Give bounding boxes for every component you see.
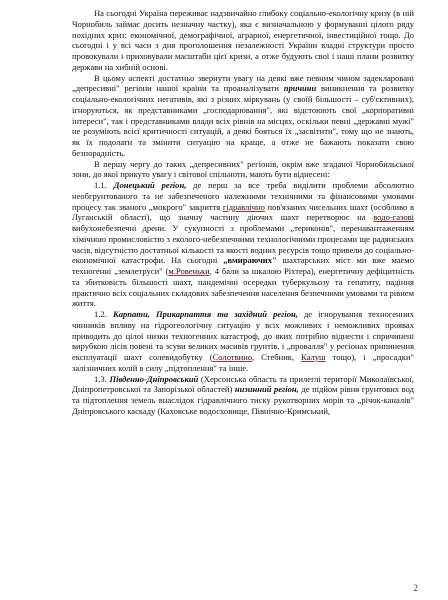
region-heading: Донецький регіон, <box>113 180 187 190</box>
emphasis-lowland-region: низинний регіон, <box>234 384 299 395</box>
paragraph-intro: На сьогодні Україна переживає надзвичайно глибоку соціально-екологічну кризу (в ній Чорнобиль займає досить незначну частку), яка є визначальною у формуванні цілого ряду похідних криз: економічної, демографічної, аграрної, енергетичної, інвестиційної тощо. До сьогодні і у всі часи з дня проголошення незалежності України владні структури просто провокували і приховували масштаби цієї кризи, а отже будують свої і наші плани розвитку держави на хибній основі. <box>72 8 414 72</box>
paragraph-text: вибухонебезпечні дрени. У сукупності з проблемами „териконів", перенавантаженням хімічною промисловістю з еколого-небезпечними технологічними процесами ще радянських часів, відсутністю достатньої кількості та якості водних ресурсів тощо привели до соціально-економічної катастрофи. На сьогодні <box>72 223 414 266</box>
spellcheck-word: Калуш <box>301 352 326 362</box>
paragraph-text: В цьому аспекті достатньо звернути увагу на деякі вже певним чином задекларовані „депресивні" регіони нашої країни та проаналізувати <box>72 72 414 94</box>
spellcheck-word: водо-газові <box>373 212 414 223</box>
page-number: 2 <box>413 583 418 594</box>
paragraph-text: виникнення та розвитку соціально-екологічних негативів, які з різних міркувань (у своїй більшості – суб'єктивних), ігноруються, як представниками „господарювання", які відстоюють свої „корпоративні інтереси", так і представниками влади всіх рівнів на місцях, оскільки певні „державні мужі" не розуміють всієї критичності ситуацій, а деякі бояться їх „засвітити", тому що не знають, як їх подолати та змінити ситуацію на краще, а отже не бажають показати свою безпорадність. <box>72 83 414 158</box>
paragraph-text: пов'язаних чисельних шахт (особливо в Луганській області), що значну частину діючих шахт перетворює на <box>72 201 414 223</box>
item-number: 1.3. <box>94 373 107 384</box>
paragraph-depressive-regions <box>72 73 414 159</box>
paragraph-text: , 4 бали за шкалою Ріхтера), енергетичну дефіцитність та збитковість більшості шахт, пандемічні осередки туберкульозу та гепатиту, падіння практично всіх соціальних складових забезпечення населення безпечними умовами та рівнем життя. <box>72 266 414 309</box>
item-carpathians-region <box>72 309 414 374</box>
item-number: 1.2. <box>94 309 107 319</box>
spellcheck-word: Солотвино <box>212 352 253 362</box>
item-number: 1.1. <box>94 180 107 190</box>
region-heading: Карпати, Прикарпаття та західний регіон, <box>112 309 298 319</box>
paragraph-text: тощо), і „просадки" залізничних колій в силу „підтоплення" та інше. <box>72 352 415 373</box>
spellcheck-word: м.Ровеньки <box>168 266 210 276</box>
spellcheck-word: гідравлічно <box>222 201 265 212</box>
item-donetsk-region <box>72 180 414 309</box>
emphasis-causes: причини <box>283 83 317 94</box>
paragraph-text: де ігнорування техногенних чинників впливу на гідрогеологічну ситуацію у всіх можливих і неможливих проявах приводить до цілої низки техногенних катастроф, до яких потрібно віднести і спричинені вирубкою лісів повені та зсуви великих масивів грунтів, і „провалля" у регіонах припинення експлуатації шахт солевидобутку ( <box>72 309 414 362</box>
emphasis-dying: „вмираючих" <box>223 255 277 266</box>
region-heading: Південно-Дніпровський <box>109 373 199 384</box>
paragraph-text: , Стебник, <box>252 352 302 362</box>
paragraph-text: де перш за все треба виділити проблеми абсолютно необгрунтованого та не забезпеченого належними технічними та фінансовими умовами процесу так званого „мокрого" закриття <box>72 180 414 212</box>
paragraph-text: де підйом рівня грунтових вод та підтоплення земель внаслідок гідравлічного тиску рукотворних морів та „річок-каналів" Дніпровського каскаду (Каховське водосховище, Північно-Кримський, <box>72 384 414 416</box>
paragraph-list-intro: В першу чергу до таких „депресивних" регіонів, окрім вже згаданої Чорнобильської зони, до якої прикуто увагу і світової спільноти, мають бути віднесені: <box>72 158 414 180</box>
paragraph-text: шахтарських міст ми вже маємо техногенні „землетруси" ( <box>72 255 414 276</box>
paragraph-text: (Херсонська область та прилеглі території Миколаївської, Дніпропетровської та Запорізької областей) <box>72 373 415 395</box>
item-south-dnipro-region <box>72 374 414 417</box>
